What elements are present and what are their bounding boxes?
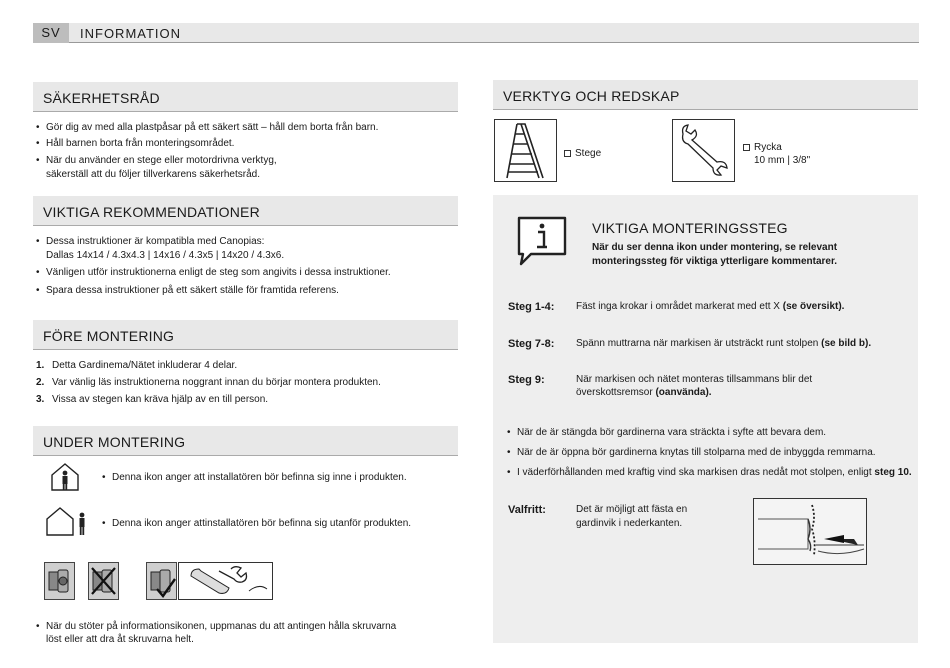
step-text — [576, 337, 871, 351]
wrench-tighten-icon — [178, 562, 273, 600]
tool-ladder — [564, 147, 601, 161]
list-item: • När du använder en stege eller motordrivna verktyg, — [46, 154, 277, 168]
list-item-emphasis: steg 10. — [874, 467, 912, 478]
numbered-item: Vissa av stegen kan kräva hjälp av en till person. — [52, 394, 269, 405]
checkbox-icon — [564, 150, 571, 157]
screw-note: • När du stöter på informationsikonen, uppmanas du att antingen hålla skruvarna — [46, 620, 396, 634]
numbered-item: Detta Gardinema/Nätet inkluderar 4 delar. — [52, 360, 238, 371]
step-text-emphasis: (oanvända). — [655, 387, 712, 398]
curtain-fold-illustration — [753, 498, 867, 565]
wrench-icon — [672, 119, 735, 182]
section-heading-recommendations: VIKTIGA REKOMMENDATIONER — [33, 196, 458, 226]
step-text-continued — [576, 386, 712, 400]
tool-wrench-size: 10 mm | 3/8" — [754, 155, 811, 166]
tool-wrench-label: Rycka — [754, 142, 782, 153]
loose-screw-crossed-icon — [88, 562, 119, 600]
step-text — [576, 300, 844, 314]
list-item: • Spara dessa instruktioner på ett säkert ställe för framtida referens. — [46, 284, 339, 298]
outside-house-icon — [45, 505, 87, 537]
step-text: När markisen och nätet monteras tillsammans blir det — [576, 374, 813, 385]
steps-subtitle: När du ser denna ikon under montering, se relevant — [592, 242, 838, 253]
list-item: • Håll barnen borta från monteringsområdet. — [46, 137, 234, 151]
step-label: Steg 7-8: — [508, 338, 555, 350]
step-number: 2. — [36, 377, 45, 388]
list-item: • Dessa instruktioner är kompatibla med Canopias: — [46, 235, 264, 249]
info-icon — [515, 214, 569, 268]
list-item: • När de är stängda bör gardinerna vara sträckta i syfte att bevara dem. — [517, 426, 826, 440]
step-number: 3. — [36, 394, 45, 405]
list-item: • När de är öppna bör gardinerna knytas till stolparna med de inbyggda remmarna. — [517, 446, 876, 460]
list-item: • Gör dig av med alla plastpåsar på ett säkert sätt – håll dem borta från barn. — [46, 121, 378, 135]
numbered-item: Var vänlig läs instruktionerna noggrant innan du börjar montera produkten. — [52, 377, 381, 388]
section-heading-before: FÖRE MONTERING — [33, 320, 458, 350]
section-heading-safety: SÄKERHETSRÅD — [33, 82, 458, 112]
language-badge: SV — [33, 23, 69, 43]
section-heading-tools: VERKTYG OCH REDSKAP — [493, 80, 918, 110]
list-item: • Vänligen utför instruktionerna enligt de steg som angivits i dessa instruktioner. — [46, 266, 391, 280]
step-text-main: överskottsremsor — [576, 387, 653, 398]
loose-screw-icon — [44, 562, 75, 600]
tool-ladder-label: Stege — [575, 148, 602, 159]
step-text-emphasis: (se översikt). — [782, 301, 845, 312]
page-title: INFORMATION — [80, 26, 182, 41]
list-item-continued: säkerställ att du följer tillverkarens säkerhetsråd. — [46, 169, 260, 180]
section-heading-during: UNDER MONTERING — [33, 426, 458, 456]
step-text-main: Spänn muttrarna när markisen är utsträckt runt stolpen — [576, 338, 819, 349]
step-number: 1. — [36, 360, 45, 371]
optional-label: Valfritt: — [508, 504, 546, 516]
list-item — [517, 466, 912, 480]
steps-heading: VIKTIGA MONTERINGSSTEG — [592, 220, 788, 236]
list-item-continued: Dallas 14x14 / 4.3x4.3 | 14x16 / 4.3x5 | 14x20 / 4.3x6. — [46, 250, 285, 261]
step-label: Steg 1-4: — [508, 301, 555, 313]
step-text-emphasis: (se bild b). — [821, 338, 872, 349]
tool-wrench — [743, 141, 782, 155]
step-label: Steg 9: — [508, 374, 545, 386]
step-text-main: Fäst inga krokar i området markerat med ett X — [576, 301, 780, 312]
outside-icon-description: • Denna ikon anger attinstallatören bör befinna sig utanför produkten. — [112, 517, 411, 531]
tight-screw-check-icon — [146, 562, 177, 600]
optional-text: Det är möjligt att fästa en — [576, 504, 688, 515]
checkbox-icon — [743, 144, 750, 151]
inside-icon-description: • Denna ikon anger att installatören bör befinna sig inne i produkten. — [112, 471, 407, 485]
optional-text-continued: gardinvik i nederkanten. — [576, 518, 683, 529]
inside-house-icon — [50, 462, 80, 492]
list-item-text: I väderförhållanden med kraftig vind ska markisen dras nedåt mot stolpen, enligt — [517, 467, 872, 478]
steps-subtitle-continued: monteringssteg för viktiga ytterligare kommentarer. — [592, 256, 838, 267]
screw-note-continued: löst eller att dra åt skruvarna helt. — [46, 634, 194, 645]
ladder-icon — [494, 119, 557, 182]
